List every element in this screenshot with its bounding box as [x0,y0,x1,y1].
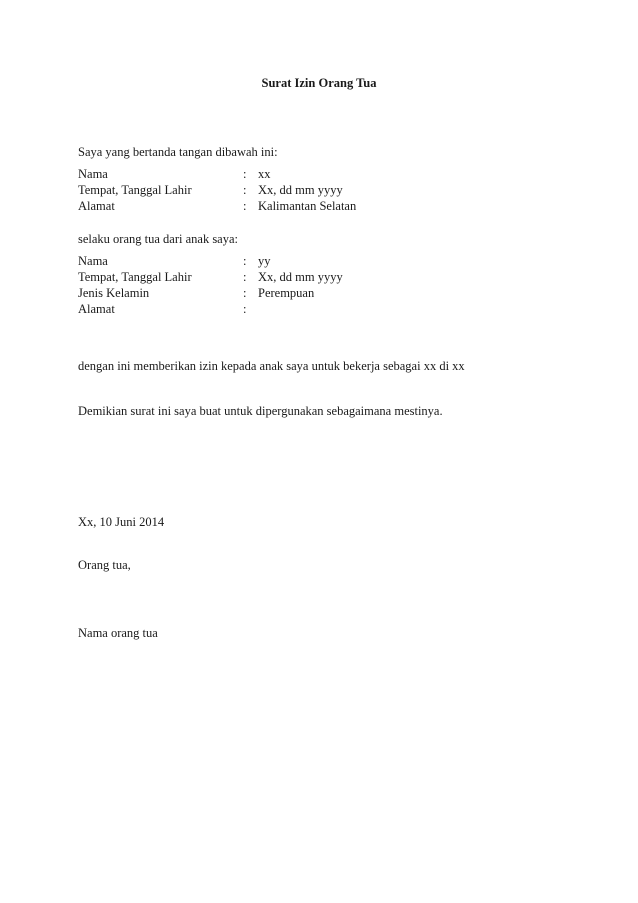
field-label: Nama [78,167,108,181]
field-colon: : [243,199,247,213]
field-label: Tempat, Tanggal Lahir [78,270,192,284]
field-colon: : [243,286,247,300]
field-colon: : [243,302,247,316]
field-label: Jenis Kelamin [78,286,150,300]
closing-text: Demikian surat ini saya buat untuk dipergunakan sebagaimana mestinya. [78,404,443,418]
field-value: Perempuan [258,286,315,300]
field-value: xx [258,167,271,181]
signatory-name: Nama orang tua [78,626,158,640]
field-colon: : [243,254,247,268]
signatory-role: Orang tua, [78,558,131,572]
field-value: Xx, dd mm yyyy [258,183,343,197]
field-label: Nama [78,254,108,268]
field-label: Alamat [78,199,115,213]
permission-text: dengan ini memberikan izin kepada anak saya untuk bekerja sebagai xx di xx [78,359,465,373]
child-intro-text: selaku orang tua dari anak saya: [78,232,239,246]
field-value: yy [258,254,271,268]
letter-title: Surat Izin Orang Tua [261,76,377,90]
field-label: Alamat [78,302,115,316]
field-label: Tempat, Tanggal Lahir [78,183,192,197]
place-date: Xx, 10 Juni 2014 [78,515,165,529]
intro-text: Saya yang bertanda tangan dibawah ini: [78,145,278,159]
field-colon: : [243,167,247,181]
field-colon: : [243,183,247,197]
field-colon: : [243,270,247,284]
field-value: Kalimantan Selatan [258,199,357,213]
field-value: Xx, dd mm yyyy [258,270,343,284]
